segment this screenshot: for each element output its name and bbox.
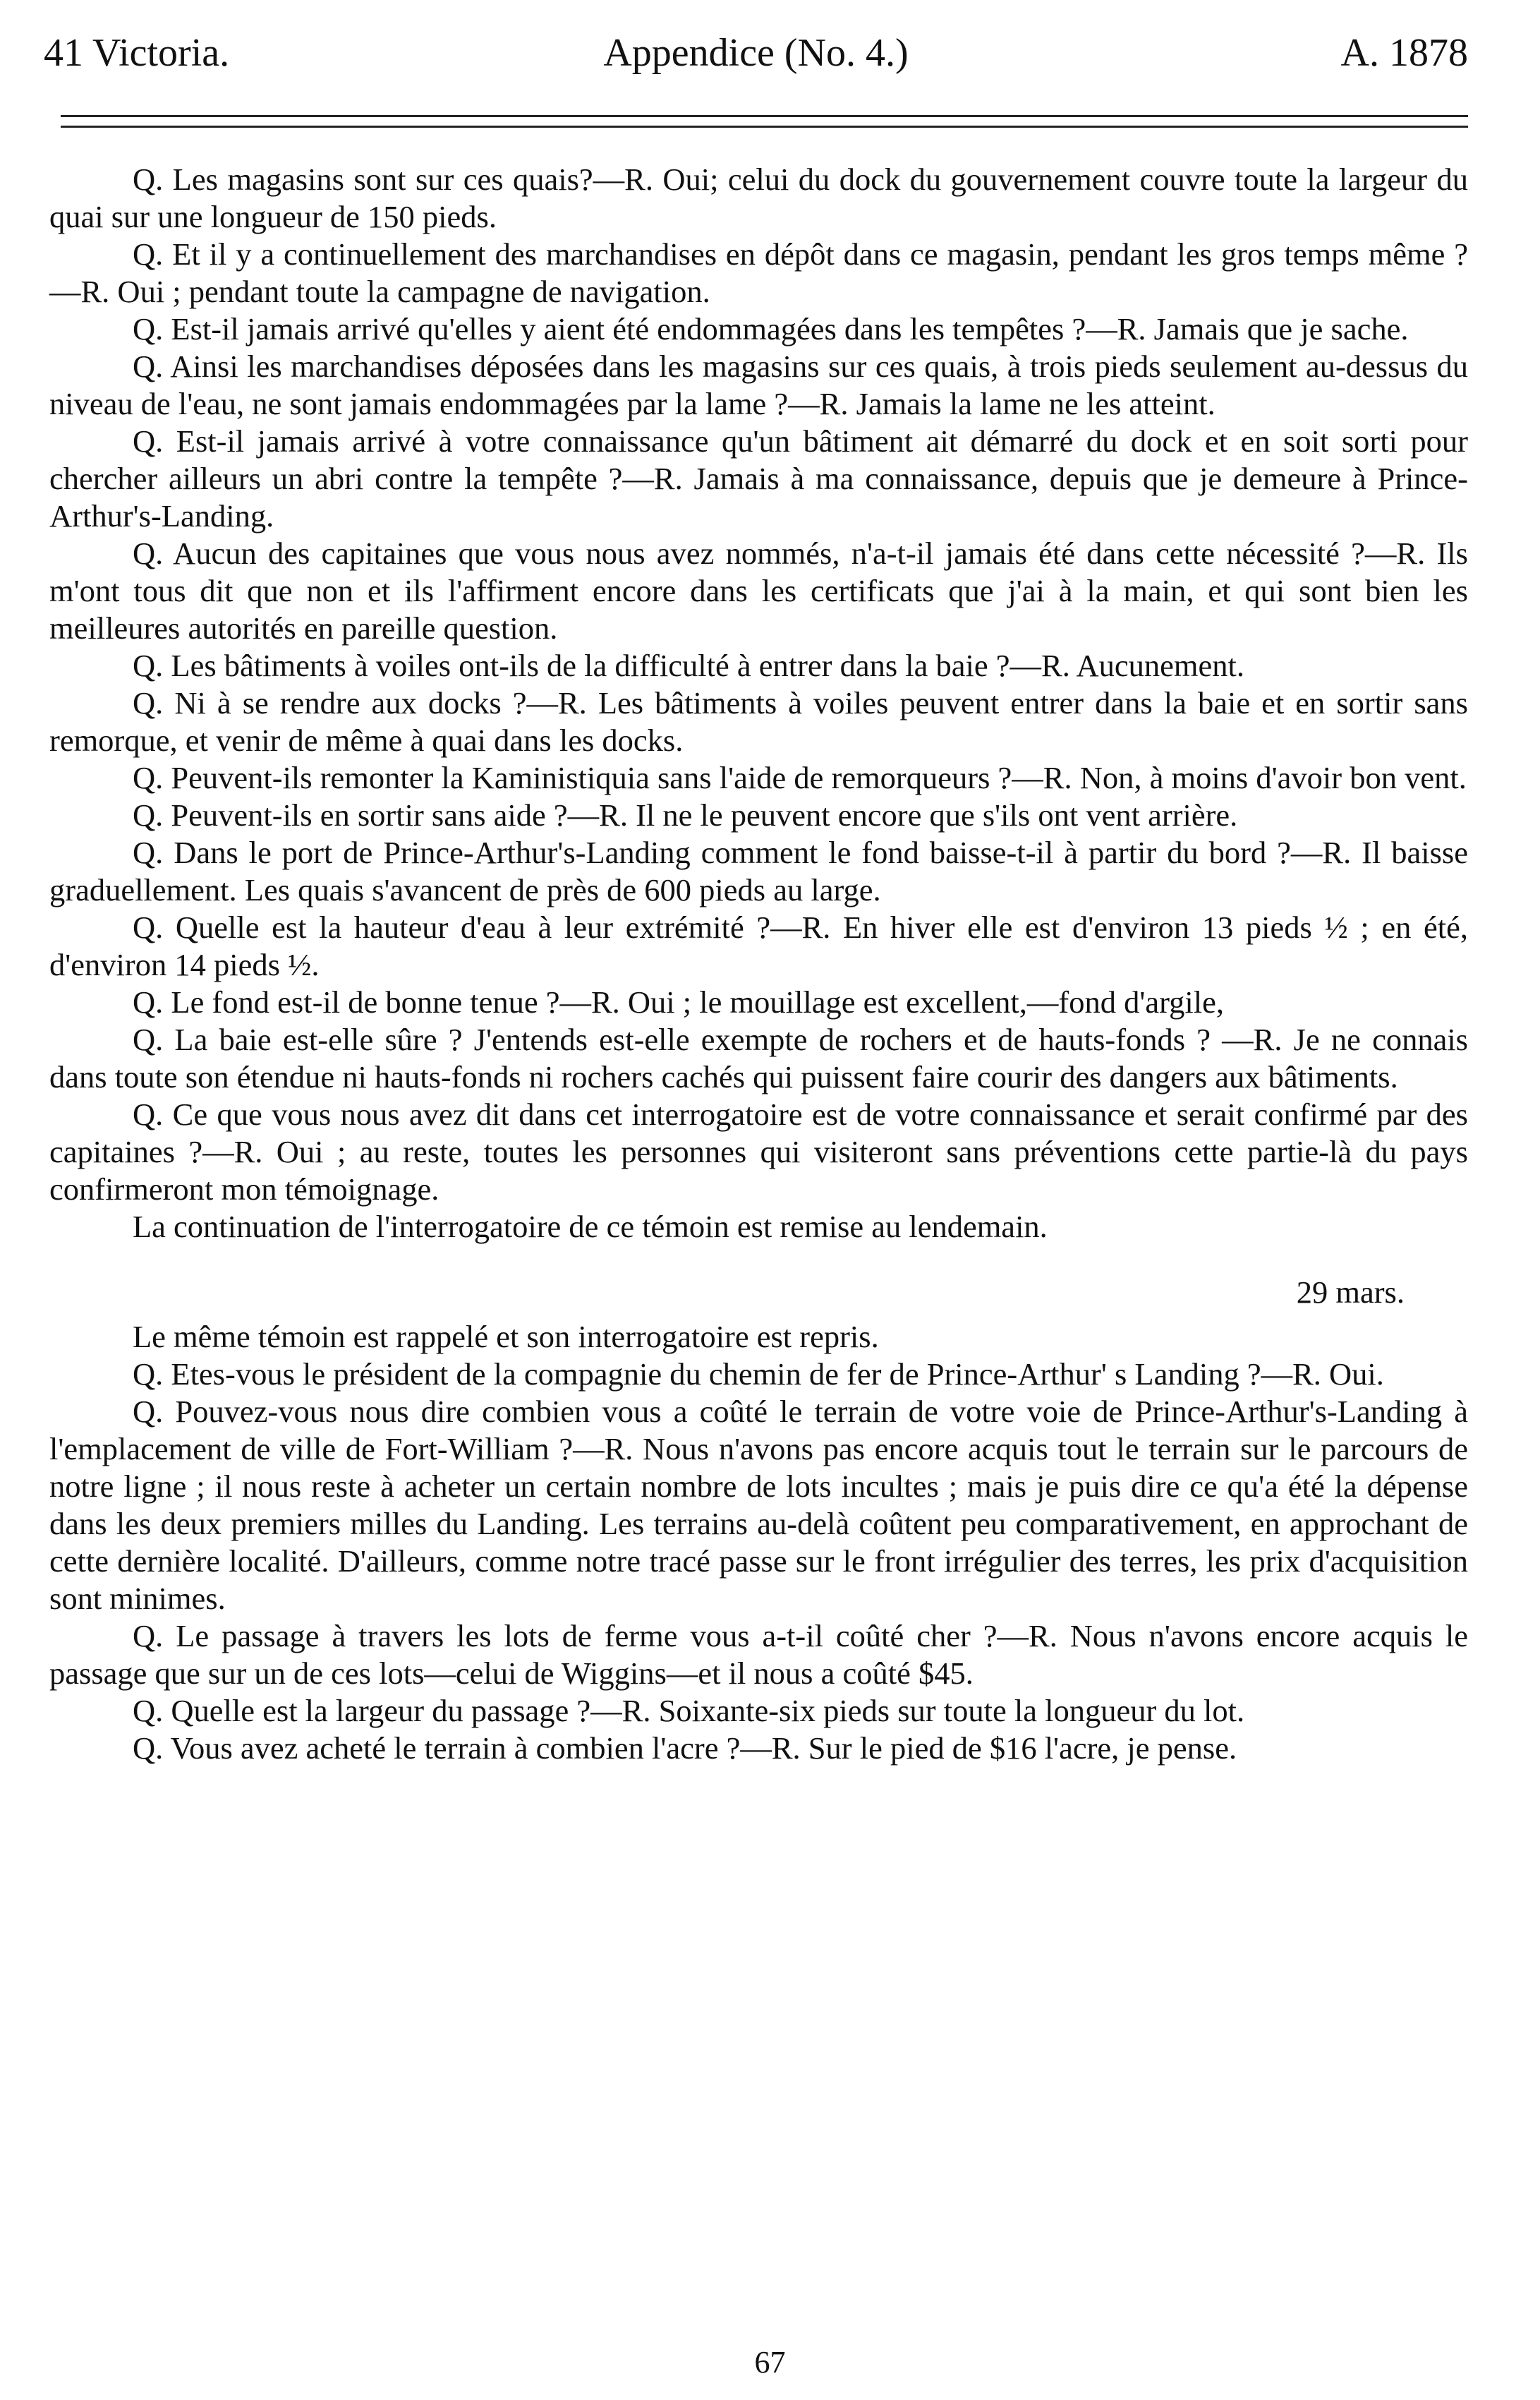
header-session: 41 Victoria. bbox=[44, 31, 230, 75]
paragraph: Q. Est-il jamais arrivé à votre connaissance qu'un bâtiment ait démarré du dock et en soit sorti pour chercher ailleurs un abri contre la tempête ?—R. Jamais à ma connaissance, depuis que je demeure à Prince-Arthur's-Landing. bbox=[49, 423, 1468, 533]
paragraph: Q. Et il y a continuellement des marchandises en dépôt dans ce magasin, pendant les gros temps même ?—R. Oui ; pendant toute la campagne de navigation. bbox=[49, 236, 1468, 309]
running-header bbox=[44, 28, 1468, 78]
paragraph: Q. Quelle est la largeur du passage ?—R. Soixante-six pieds sur toute la longueur du lot. bbox=[133, 1693, 1245, 1728]
paragraph: Q. Ni à se rendre aux docks ?—R. Les bâtiments à voiles peuvent entrer dans la baie et en sortir sans remorque, et venir de même à quai dans les docks. bbox=[49, 685, 1468, 758]
paragraph: Q. Peuvent-ils remonter la Kaministiquia sans l'aide de remorqueurs ?—R. Non, à moins d'avoir bon vent. bbox=[133, 760, 1467, 795]
header-year: A. 1878 bbox=[1340, 31, 1468, 75]
date-line: 29 mars. bbox=[1296, 1274, 1405, 1310]
page-body bbox=[49, 161, 1468, 1767]
paragraph: Q. Peuvent-ils en sortir sans aide ?—R. Il ne le peuvent encore que s'ils ont vent arrière. bbox=[133, 797, 1238, 833]
paragraph: La continuation de l'interrogatoire de ce témoin est remise au lendemain. bbox=[133, 1209, 1048, 1244]
paragraph: Q. La baie est-elle sûre ? J'entends est-elle exempte de rochers et de hauts-fonds ? —R. Je ne connais dans toute son étendue ni hauts-fonds ni rochers cachés qui puissent faire courir des dangers aux bâtiments. bbox=[49, 1022, 1468, 1095]
header-double-rule bbox=[61, 115, 1468, 128]
paragraph: Q. Le passage à travers les lots de ferme vous a-t-il coûté cher ?—R. Nous n'avons encore acquis le passage que sur un de ces lots—celui de Wiggins—et il nous a coûté $45. bbox=[49, 1618, 1468, 1691]
paragraph: Q. Vous avez acheté le terrain à combien l'acre ?—R. Sur le pied de $16 l'acre, je pense. bbox=[133, 1730, 1237, 1766]
paragraph: Le même témoin est rappelé et son interrogatoire est repris. bbox=[133, 1319, 879, 1354]
paragraph: Q. Dans le port de Prince-Arthur's-Landing comment le fond baisse-t-il à partir du bord ?—R. Il baisse graduellement. Les quais s'avancent de près de 600 pieds au large. bbox=[49, 835, 1468, 907]
paragraph: Q. Etes-vous le président de la compagnie du chemin de fer de Prince-Arthur' s Landing ?—R. Oui. bbox=[133, 1356, 1384, 1392]
paragraph: Q. Ce que vous nous avez dit dans cet interrogatoire est de votre connaissance et serait confirmé par des capitaines ?—R. Oui ; au reste, toutes les personnes qui visiteront sans préventions cette partie-là du pays confirmeront mon témoignage. bbox=[49, 1097, 1468, 1207]
paragraph: Q. Le fond est-il de bonne tenue ?—R. Oui ; le mouillage est excellent,—fond d'argile, bbox=[133, 984, 1224, 1020]
paragraph: Q. Les bâtiments à voiles ont-ils de la difficulté à entrer dans la baie ?—R. Aucunement. bbox=[133, 648, 1244, 683]
paragraph: Q. Quelle est la hauteur d'eau à leur extrémité ?—R. En hiver elle est d'environ 13 pieds ½ ; en été, d'environ 14 pieds ½. bbox=[49, 910, 1468, 982]
header-appendix: Appendice (No. 4.) bbox=[603, 31, 909, 75]
paragraph: Q. Est-il jamais arrivé qu'elles y aient été endommagées dans les tempêtes ?—R. Jamais que je sache. bbox=[133, 311, 1409, 346]
paragraph: Q. Les magasins sont sur ces quais?—R. Oui; celui du dock du gouvernement couvre toute la largeur du quai sur une longueur de 150 pieds. bbox=[49, 162, 1468, 234]
page-number: 67 bbox=[754, 2345, 786, 2380]
paragraph: Q. Ainsi les marchandises déposées dans les magasins sur ces quais, à trois pieds seulement au-dessus du niveau de l'eau, ne sont jamais endommagées par la lame ?—R. Jamais la lame ne les atteint. bbox=[49, 349, 1468, 421]
paragraph: Q. Pouvez-vous nous dire combien vous a coûté le terrain de votre voie de Prince-Arthur's-Landing à l'emplacement de ville de Fort-William ?—R. Nous n'avons pas encore acquis tout le terrain sur le parcours de notre ligne ; il nous reste à acheter un certain nombre de lots incultes ; mais je puis dire ce qu'a été la dépense dans les deux premiers milles du Landing. Les terrains au-delà coûtent peu comparativement, en approchant de cette dernière localité. D'ailleurs, comme notre tracé passe sur le front irrégulier des terres, les prix d'acquisition sont minimes. bbox=[49, 1394, 1468, 1616]
paragraph: Q. Aucun des capitaines que vous nous avez nommés, n'a-t-il jamais été dans cette nécessité ?—R. Ils m'ont tous dit que non et ils l'affirment encore dans les certificats que j'ai à la main, et qui sont bien les meilleures autorités en pareille question. bbox=[49, 536, 1468, 646]
